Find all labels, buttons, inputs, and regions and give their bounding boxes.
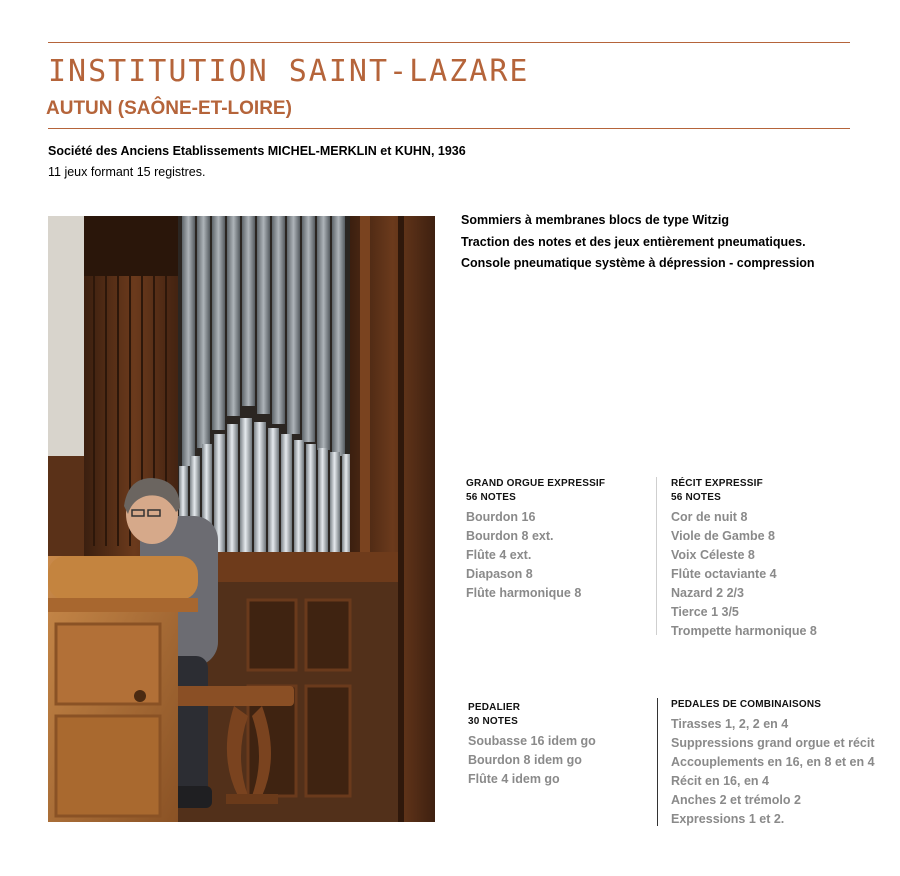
division-name: PEDALES DE COMBINAISONS [671,699,822,710]
organ-photo-illustration [48,216,435,822]
stop-item: Flûte 4 idem go [468,772,560,786]
page-title: INSTITUTION SAINT-LAZARE [48,54,530,89]
stop-item: Anches 2 et trémolo 2 [671,793,801,807]
stop-item: Suppressions grand orgue et récit [671,736,875,750]
tech-line: Console pneumatique système à dépression - compression [461,256,815,270]
stop-item: Tierce 1 3/5 [671,605,739,619]
stop-item: Soubasse 16 idem go [468,734,596,748]
page-subtitle: AUTUN (SAÔNE-ET-LOIRE) [46,98,292,119]
division-name: PEDALIER [468,702,521,713]
tech-line: Sommiers à membranes blocs de type Witzig [461,213,730,227]
stop-item: Trompette harmonique 8 [671,624,817,638]
technical-specs [461,210,815,275]
stop-item: Bourdon 8 idem go [468,753,582,767]
stop-item: Tirasses 1, 2, 2 en 4 [671,717,789,731]
division-notes: 56 NOTES [671,492,721,503]
top-rule [48,42,850,43]
division-notes: 30 NOTES [468,716,518,727]
division-name: RÉCIT EXPRESSIF [671,478,763,489]
stop-item: Diapason 8 [466,567,533,581]
header-rule [48,128,850,129]
stop-item: Nazard 2 2/3 [671,586,744,600]
division-notes: 56 NOTES [466,492,516,503]
organ-builder: Société des Anciens Etablissements MICHEL-MERKLIN et KUHN, 1936 [48,144,466,158]
division-name: GRAND ORGUE EXPRESSIF [466,478,606,489]
stop-item: Flûte 4 ext. [466,548,532,562]
stop-item: Bourdon 16 [466,510,536,524]
division-recit [656,477,817,638]
stop-item: Accouplements en 16, en 8 et en 4 [671,755,875,769]
stop-item: Flûte octaviante 4 [671,567,777,581]
division-combinaisons [657,698,875,826]
stop-item: Cor de nuit 8 [671,510,748,524]
stop-item: Expressions 1 et 2. [671,812,785,826]
stop-item: Flûte harmonique 8 [466,586,582,600]
division-pedalier [468,701,596,789]
organ-photo [48,216,435,822]
division-grand-orgue [466,477,605,603]
stop-item: Viole de Gambe 8 [671,529,775,543]
stop-item: Bourdon 8 ext. [466,529,554,543]
stop-item: Récit en 16, en 4 [671,774,769,788]
stop-count: 11 jeux formant 15 registres. [48,165,206,179]
tech-line: Traction des notes et des jeux entièrement pneumatiques. [461,234,806,249]
stop-item: Voix Céleste 8 [671,548,755,562]
